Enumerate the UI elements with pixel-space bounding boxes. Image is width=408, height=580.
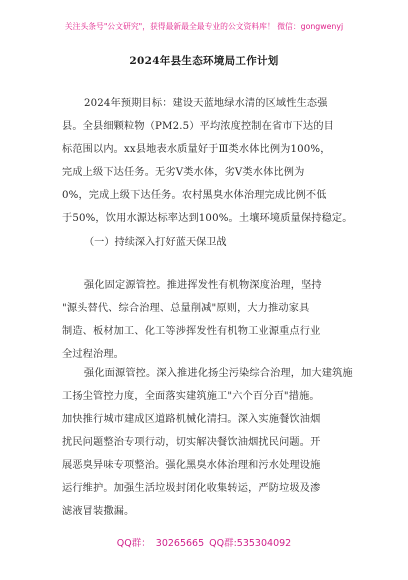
intro-line: 0%，完成上级下达任务。农村黑臭水体治理完成比例不低: [62, 190, 327, 201]
intro-line: 2024年预期目标：建设天蓝地绿水清的区域性生态强: [84, 98, 328, 109]
area-source-line: 强化面源管控。深入推进化扬尘污染综合治理，加大建筑施: [84, 368, 353, 379]
intro-line: 完成上级下达任务。无劣Ⅴ类水体，劣Ⅴ类水体比例为: [62, 167, 305, 178]
area-source-line: 扰民问题整治专项行动，切实解决餐饮油烟扰民问题。开: [62, 437, 321, 448]
area-source-line: 工扬尘管控力度，全面落实建筑施工"六个百分百"措施。: [62, 391, 320, 402]
intro-line: 县。全县细颗粒物（PM2.5）平均浓度控制在省市下达的目: [62, 121, 334, 132]
area-source-line: 展恶臭异味专项整治。强化黑臭水体治理和污水处理设施: [62, 460, 321, 471]
area-source-line: 运行维护。加强生活垃圾封闭化收集转运，严防垃圾及渗: [62, 483, 321, 494]
fixed-source-paragraph: [62, 274, 354, 366]
fixed-source-line: 制造、板材加工、化工等涉挥发性有机物工业源重点行业: [62, 326, 321, 337]
area-source-line: 滤液冒装撒漏。: [62, 506, 135, 517]
fixed-source-line: 全过程治理。: [62, 349, 125, 360]
intro-line: 标范围以内。xx县地表水质量好于Ⅲ类水体比例为100%，: [62, 144, 331, 155]
header-promo-banner: 关注头条号"公文研究"，获得最新最全最专业的公文资料库！ 微信：gongwenyj: [64, 22, 344, 31]
intro-line: 于50%，饮用水源达标率达到100%。土壤环境质量保持稳定。: [62, 213, 353, 224]
fixed-source-line: "源头替代、综合治理、总量削减"原则，大力推动家具: [62, 303, 310, 314]
footer-qq-groups: QQ群： 30265665 QQ群:535304092: [116, 538, 292, 549]
document-title: 2024年县生态环境局工作计划: [129, 55, 279, 67]
area-source-line: 加快推行城市建成区道路机械化清扫。深入实施餐饮油烟: [62, 414, 321, 425]
area-source-paragraph: [62, 362, 354, 523]
intro-paragraph: [62, 92, 354, 230]
section-heading-blue-sky: （一）持续深入打好蓝天保卫战: [84, 237, 227, 248]
fixed-source-line: 强化固定源管控。推进挥发性有机物深度治理，坚持: [84, 280, 322, 291]
